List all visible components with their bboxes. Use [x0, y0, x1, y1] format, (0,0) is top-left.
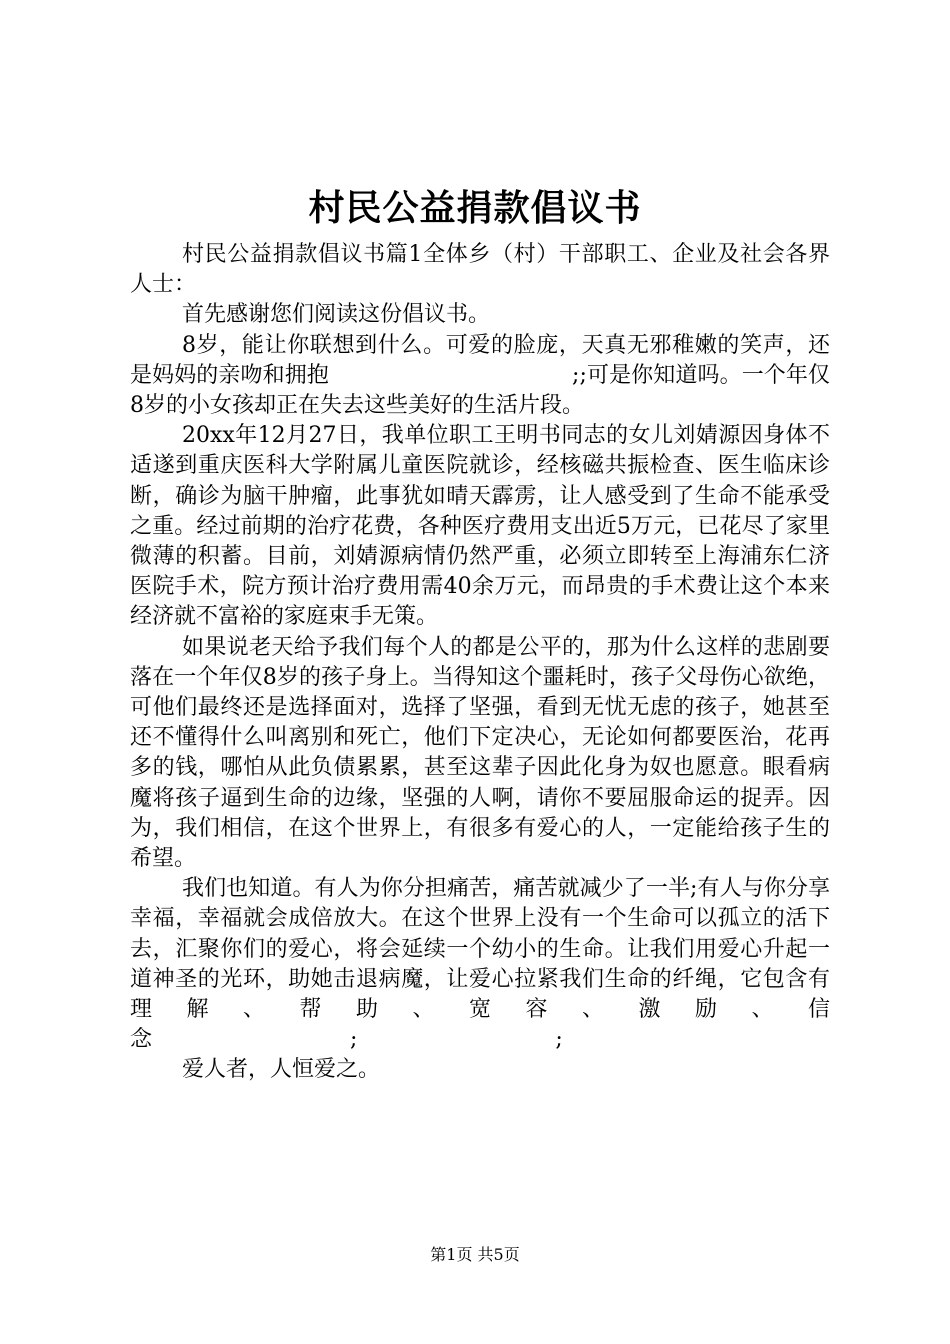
paragraph-family: 如果说老天给予我们每个人的都是公平的，那为什么这样的悲剧要落在一个年仅8岁的孩子身上。当得知这个噩耗时，孩子父母伤心欲绝，可他们最终还是选择面对，选择了坚强，看到无忧无虑的孩子，她甚至还不懂得什么叫离别和死亡，他们下定决心，无论如何都要医治，花再多的钱，哪怕从此负债累累，甚至这辈子因此化身为奴也愿意。眼看病魔将孩子逼到生命的边缘，坚强的人啊，请你不要屈服命运的捉弄。因为，我们相信，在这个世界上，有很多有爱心的人，一定能给孩子生的希望。 [130, 634, 830, 872]
paragraph-diagnosis: 20xx年12月27日，我单位职工王明书同志的女儿刘婧源因身体不适遂到重庆医科大学附属儿童医院就诊，经核磁共振检查、医生临床诊断，确诊为脑干肿瘤，此事犹如晴天霹雳，让人感受到了生命不能承受之重。经过前期的治疗花费，各种医疗费用支出近5万元，已花尽了家里微薄的积蓄。目前，刘婧源病情仍然严重，必须立即转至上海浦东仁济医院手术，院方预计治疗费用需40余万元，而昂贵的手术费让这个本来经济就不富裕的家庭束手无策。 [130, 423, 830, 630]
paragraph-thanks: 首先感谢您们阅读这份倡议书。 [182, 302, 491, 328]
paragraph-appeal: 我们也知道。有人为你分担痛苦，痛苦就减少了一半;有人与你分享幸福，幸福就会成倍放大。在这个世界上没有一个生命可以孤立的活下去，汇聚你们的爱心，将会延续一个幼小的生命。让我们用爱心升起一道神圣的光环，助她击退病魔，让爱心拉紧我们生命的纤绳，它包含有理解、帮助、宽容、激励、信念 ; ; [130, 876, 830, 1053]
document-title: 村民公益捐款倡议书 [308, 187, 642, 229]
document-body [130, 240, 830, 1086]
paragraph-salutation: 村民公益捐款倡议书篇1全体乡（村）干部职工、企业及社会各界人士： [130, 242, 830, 298]
page-footer: 第1页 共5页 [430, 1245, 520, 1264]
paragraph-closing: 爱人者，人恒爱之。 [182, 1057, 381, 1083]
paragraph-age-eight: 8岁，能让你联想到什么。可爱的脸庞，天真无邪稚嫩的笑声，还是妈妈的亲吻和拥抱 ;;可是你知道吗。一个年仅8岁的小女孩却正在失去这些美好的生活片段。 [130, 332, 830, 419]
